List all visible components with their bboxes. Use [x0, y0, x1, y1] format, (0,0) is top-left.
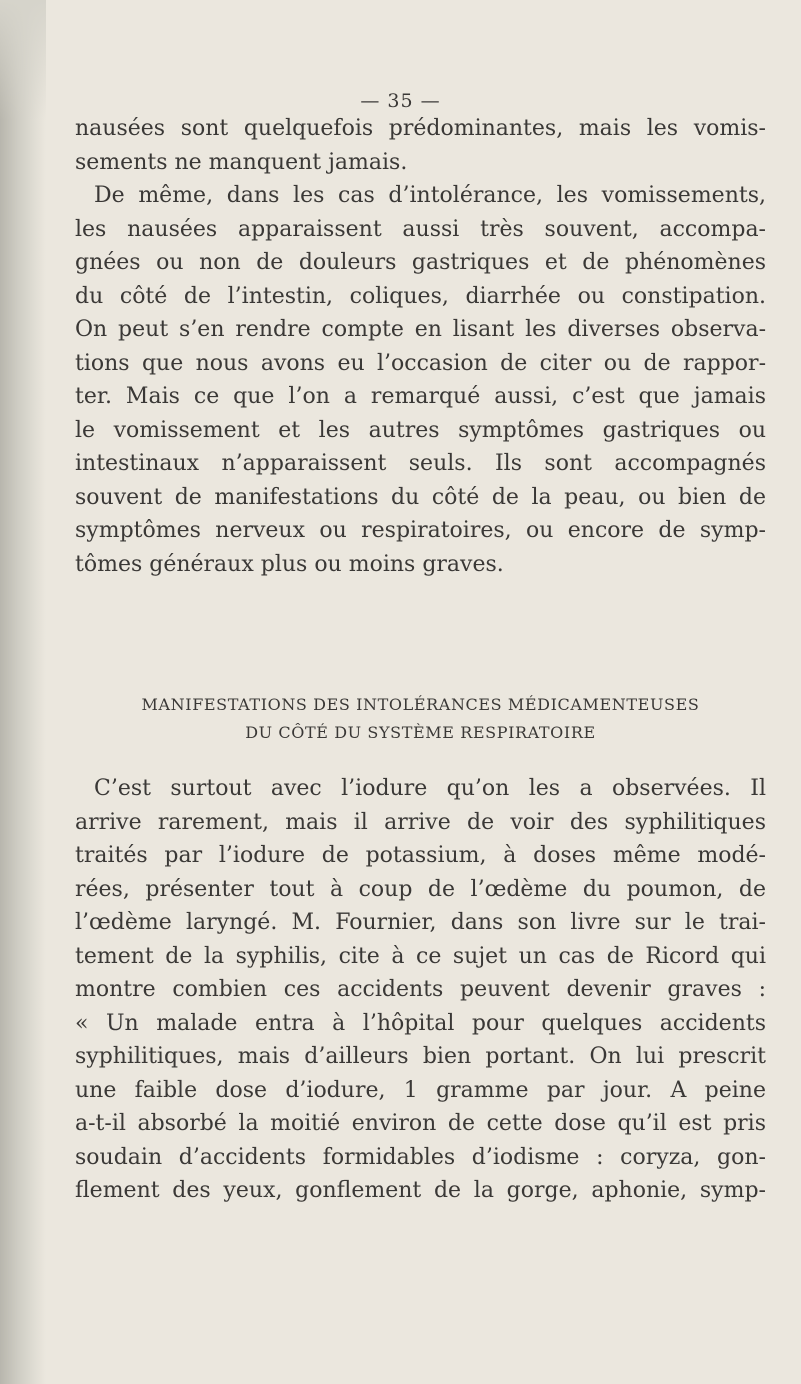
text-line: tement de la syphilis, cite à ce sujet un cas de Ricord qui: [75, 943, 766, 969]
text-line: syphilitiques, mais d’ailleurs bien portant. On lui prescrit: [75, 1044, 766, 1069]
text-line: les nausées apparaissent aussi très souvent, accompa-: [75, 216, 766, 242]
text-line: « Un malade entra à l’hôpital pour quelques accidents: [75, 1010, 766, 1036]
text-line: rées, présenter tout à coup de l’œdème du poumon, de: [75, 876, 766, 902]
text-line: du côté de l’intestin, coliques, diarrhée ou constipation.: [75, 283, 766, 309]
text-line: soudain d’accidents formidables d’iodisme : coryza, gon-: [75, 1144, 766, 1170]
text-line: symptômes nerveux ou respiratoires, ou encore de symp-: [75, 518, 766, 543]
text-line: a-t-il absorbé la moitié environ de cette dose qu’il est pris: [75, 1111, 766, 1136]
text-block-upper: [75, 112, 766, 581]
text-line: ter. Mais ce que l’on a remarqué aussi, c’est que jamais: [75, 384, 766, 409]
page-gutter-shadow: [0, 0, 46, 1384]
text-line: tômes généraux plus ou moins graves.: [75, 551, 504, 577]
text-line: gnées ou non de douleurs gastriques et de phénomènes: [75, 250, 766, 275]
text-line: souvent de manifestations du côté de la peau, ou bien de: [75, 484, 766, 510]
text-line: une faible dose d’iodure, 1 gramme par jour. A peine: [75, 1077, 766, 1103]
text-line: tions que nous avons eu l’occasion de citer ou de rappor-: [75, 350, 766, 376]
text-line: le vomissement et les autres symptômes gastriques ou: [75, 417, 766, 443]
text-line: l’œdème laryngé. M. Fournier, dans son livre sur le trai-: [75, 910, 766, 935]
text-line: On peut s’en rendre compte en lisant les diverses observa-: [75, 317, 766, 342]
text-line: intestinaux n’apparaissent seuls. Ils sont accompagnés: [75, 451, 766, 476]
text-line: arrive rarement, mais il arrive de voir des syphilitiques: [75, 809, 766, 835]
text-line: montre combien ces accidents peuvent devenir graves :: [75, 977, 766, 1002]
text-line: flement des yeux, gonflement de la gorge, aphonie, symp-: [75, 1178, 766, 1203]
page-number: — 35 —: [360, 90, 441, 112]
section-heading-line-1: MANIFESTATIONS DES INTOLÉRANCES MÉDICAMENTEUSES: [141, 695, 700, 714]
text-line: traités par l’iodure de potassium, à doses même modé-: [75, 843, 766, 868]
text-block-lower: [75, 772, 766, 1208]
text-line: sements ne manquent jamais.: [75, 149, 408, 175]
section-heading-line-2: DU CÔTÉ DU SYSTÈME RESPIRATOIRE: [245, 723, 596, 742]
text-line: De même, dans les cas d’intolérance, les vomissements,: [94, 183, 766, 208]
text-line: nausées sont quelquefois prédominantes, mais les vomis-: [75, 116, 766, 141]
text-line: C’est surtout avec l’iodure qu’on les a observées. Il: [94, 776, 766, 801]
